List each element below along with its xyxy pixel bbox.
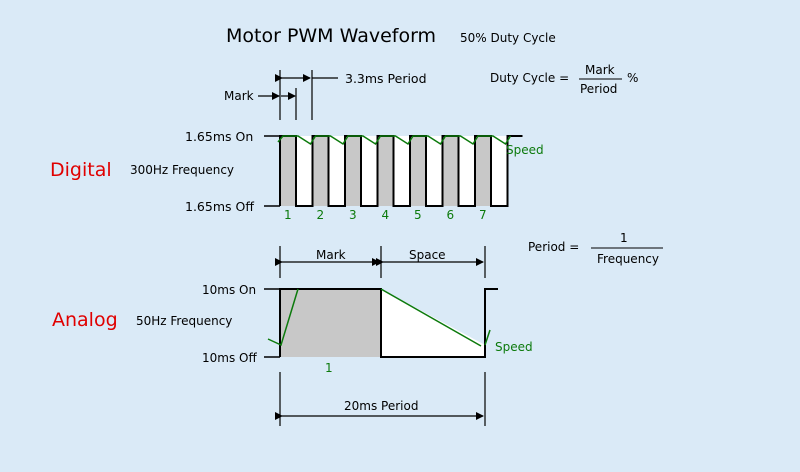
digital-pulse-number: 5 <box>414 208 422 222</box>
analog-section-label: Analog <box>52 309 118 331</box>
analog-on-label: 10ms On <box>202 283 257 297</box>
digital-pulse-space <box>394 136 411 206</box>
diagram-subtitle: 50% Duty Cycle <box>460 31 556 45</box>
digital-pulse-space <box>329 136 346 206</box>
digital-pulse-mark <box>379 136 394 206</box>
digital-pulse-number: 7 <box>479 208 487 222</box>
analog-mark-label: Mark <box>316 248 346 262</box>
analog-space-label: Space <box>409 248 446 262</box>
analog-mark-fill <box>281 289 381 357</box>
analog-speed-label: Speed <box>495 340 533 354</box>
analog-pulse-number: 1 <box>325 361 333 375</box>
analog-period-label: 20ms Period <box>344 399 419 413</box>
period-denominator: Frequency <box>597 252 659 266</box>
duty-numerator: Mark <box>585 63 615 77</box>
digital-pulse-mark <box>476 136 491 206</box>
duty-unit: % <box>627 71 639 85</box>
digital-pulse-space <box>459 136 476 206</box>
digital-section-label: Digital <box>50 159 112 181</box>
digital-speed-label: Speed <box>506 143 544 157</box>
digital-pulse-space <box>426 136 443 206</box>
duty-cycle-label: Duty Cycle = <box>490 71 570 85</box>
digital-mark-label: Mark <box>224 89 254 103</box>
digital-on-label: 1.65ms On <box>185 129 254 144</box>
digital-off-label: 1.65ms Off <box>185 199 254 214</box>
analog-off-label: 10ms Off <box>202 351 257 365</box>
digital-pulse-number: 2 <box>316 208 325 222</box>
digital-pulse-mark <box>411 136 426 206</box>
digital-pulse-mark <box>444 136 459 206</box>
analog-space-fill <box>381 289 485 357</box>
digital-period-label: 3.3ms Period <box>345 71 427 86</box>
digital-pulse-mark <box>314 136 329 206</box>
digital-pulse-space <box>296 136 313 206</box>
digital-pulse-mark <box>346 136 361 206</box>
duty-denominator: Period <box>580 82 618 96</box>
diagram-title: Motor PWM Waveform <box>226 25 437 47</box>
digital-pulse-number: 1 <box>284 208 292 222</box>
digital-pulse-space <box>361 136 378 206</box>
digital-pulse-mark <box>281 136 296 206</box>
digital-pulse-number: 6 <box>446 208 455 222</box>
analog-frequency: 50Hz Frequency <box>136 314 233 328</box>
digital-pulse-numbers <box>284 208 487 222</box>
digital-pulse-number: 4 <box>381 208 390 222</box>
period-formula-label: Period = <box>528 240 580 254</box>
digital-pulse-number: 3 <box>349 208 357 222</box>
digital-frequency: 300Hz Frequency <box>130 163 235 177</box>
period-numerator: 1 <box>620 231 628 245</box>
